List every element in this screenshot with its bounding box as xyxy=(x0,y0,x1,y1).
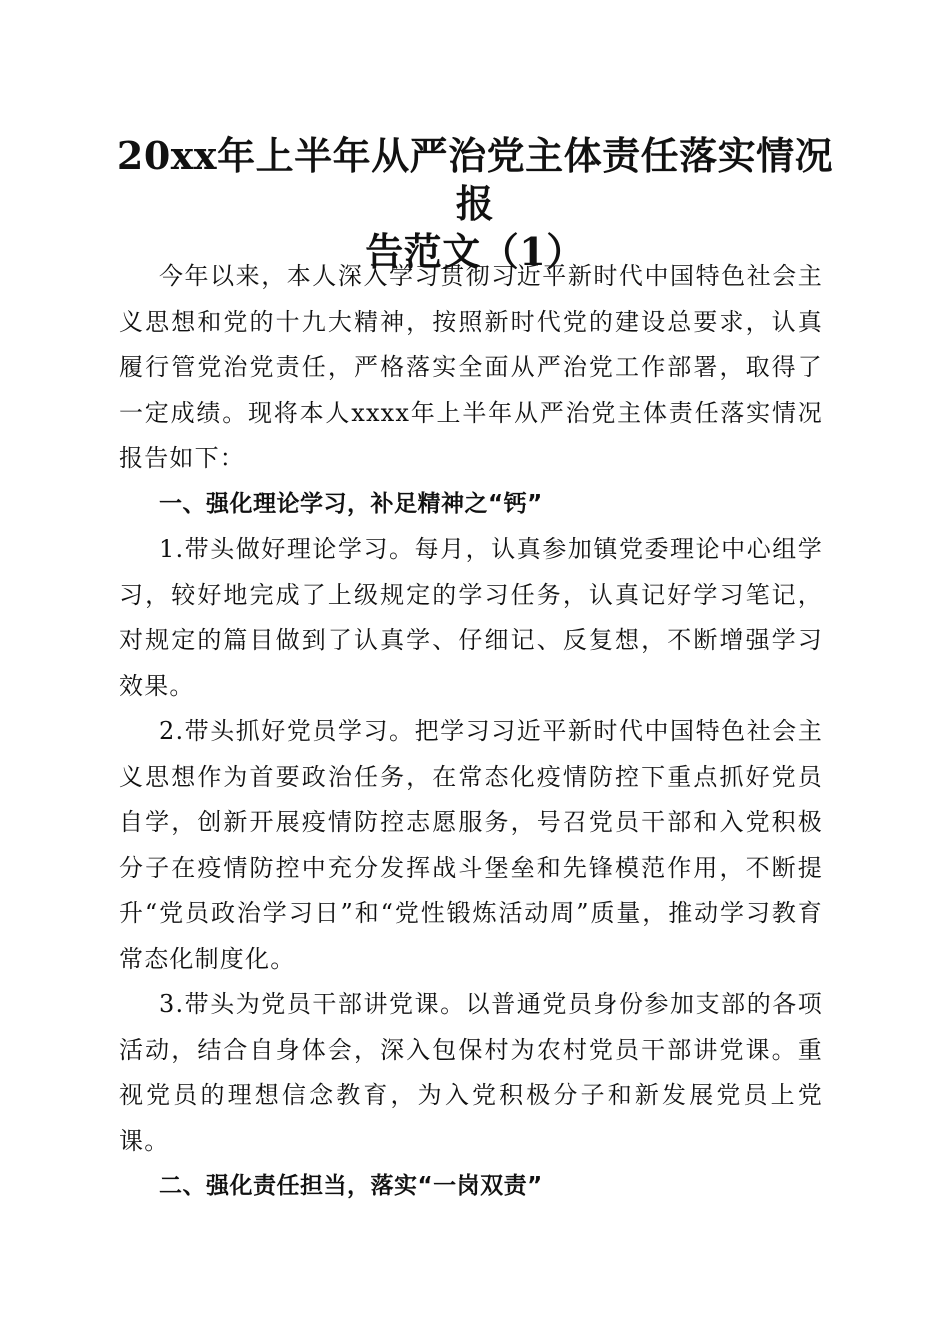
section1-item-3: 3.带头为党员干部讲党课。以普通党员身份参加支部的各项活动，结合自身体会，深入包保村为农村党员干部讲党课。重视党员的理想信念教育，为入党积极分子和新发展党员上党课。 xyxy=(119,990,823,1155)
section-heading-2: 二、强化责任担当，落实“一岗双责” xyxy=(159,1173,543,1199)
section1-item-1: 1.带头做好理论学习。每月，认真参加镇党委理论中心组学习，较好地完成了上级规定的学习任务，认真记好学习笔记，对规定的篇目做到了认真学、仔细记、反复想，不断增强学习效果。 xyxy=(119,535,823,700)
intro-paragraph: 今年以来，本人深入学习贯彻习近平新时代中国特色社会主义思想和党的十九大精神，按照新时代党的建设总要求，认真履行管党治党责任，严格落实全面从严治党工作部署，取得了一定成绩。现将本人xxxx年上半年从严治党主体责任落实情况报告如下： xyxy=(119,262,823,472)
section1-item-2: 2.带头抓好党员学习。把学习习近平新时代中国特色社会主义思想作为首要政治任务，在常态化疫情防控下重点抓好党员自学，创新开展疫情防控志愿服务，号召党员干部和入党积极分子在疫情防控中充分发挥战斗堡垒和先锋模范作用，不断提升“党员政治学习日”和“党性锻炼活动周”质量，推动学习教育常态化制度化。 xyxy=(119,717,823,973)
title-line-2: 告范文（1） xyxy=(365,229,585,274)
title-line-1: 20xx年上半年从严治党主体责任落实情况报 xyxy=(116,133,834,226)
section-heading-1: 一、强化理论学习，补足精神之“钙” xyxy=(159,490,543,517)
document-body xyxy=(119,254,823,1210)
